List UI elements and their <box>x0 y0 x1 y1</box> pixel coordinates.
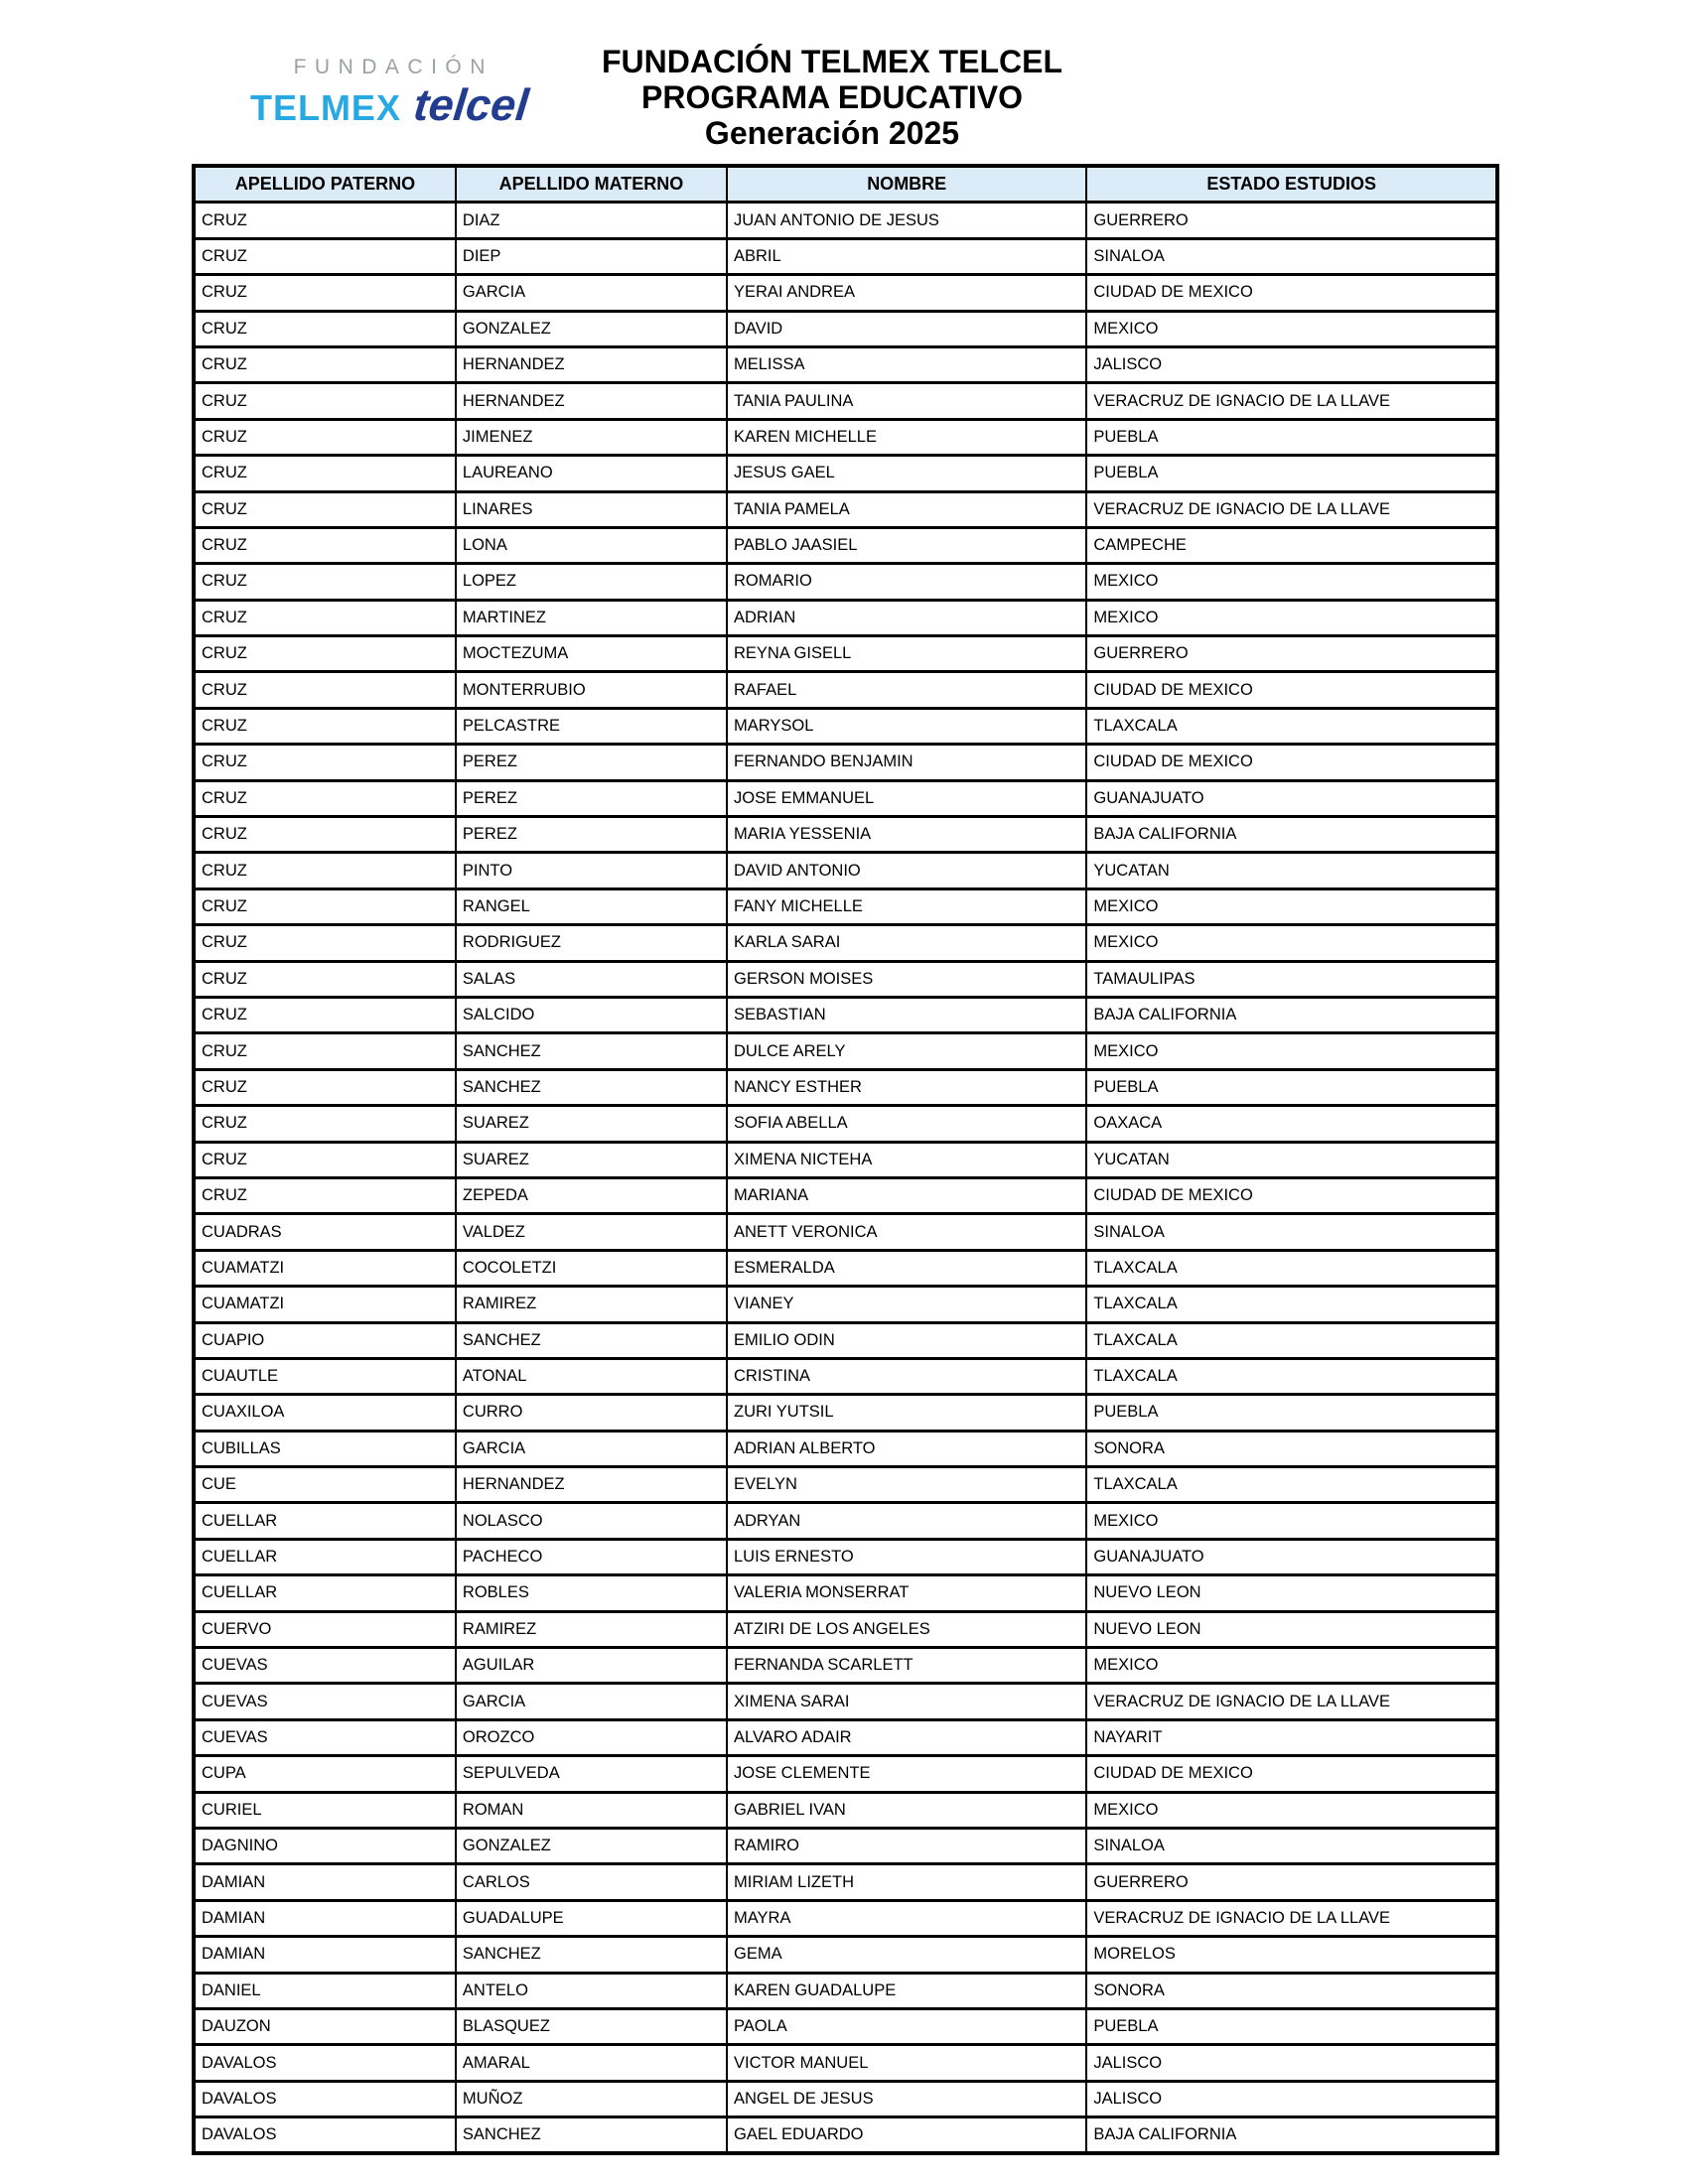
table-cell: VALERIA MONSERRAT <box>727 1575 1086 1611</box>
table-cell: CRUZ <box>194 888 456 924</box>
table-cell: SINALOA <box>1086 238 1497 274</box>
table-row <box>194 745 1497 780</box>
table-cell: CUELLAR <box>194 1503 456 1539</box>
table-cell: MELISSA <box>727 346 1086 382</box>
table-row <box>194 1142 1497 1177</box>
table-cell: MEXICO <box>1086 888 1497 924</box>
logo-telcel-text: telcel <box>411 79 531 130</box>
table-row <box>194 708 1497 744</box>
table-row <box>194 1539 1497 1574</box>
table-row <box>194 925 1497 961</box>
table-row <box>194 1177 1497 1213</box>
table-cell: CUE <box>194 1467 456 1503</box>
table-cell: CARLOS <box>456 1864 727 1900</box>
table-row <box>194 527 1497 563</box>
table-cell: TLAXCALA <box>1086 1322 1497 1358</box>
table-row <box>194 1684 1497 1719</box>
table-cell: CRUZ <box>194 1069 456 1105</box>
table-cell: ANGEL DE JESUS <box>727 2081 1086 2116</box>
table-cell: CRUZ <box>194 997 456 1032</box>
column-header-nombre: NOMBRE <box>727 166 1086 203</box>
table-cell: CUEVAS <box>194 1719 456 1755</box>
table-cell: LINARES <box>456 491 727 527</box>
table-cell: VERACRUZ DE IGNACIO DE LA LLAVE <box>1086 1684 1497 1719</box>
table-cell: MEXICO <box>1086 925 1497 961</box>
table-row <box>194 456 1497 491</box>
table-row <box>194 311 1497 346</box>
table-cell: ALVARO ADAIR <box>727 1719 1086 1755</box>
table-cell: CRUZ <box>194 1177 456 1213</box>
table-row <box>194 1395 1497 1431</box>
table-row <box>194 636 1497 672</box>
table-cell: DAVID ANTONIO <box>727 853 1086 888</box>
table-cell: CUELLAR <box>194 1539 456 1574</box>
table-cell: GEMA <box>727 1937 1086 1973</box>
table-cell: PABLO JAASIEL <box>727 527 1086 563</box>
table-cell: NAYARIT <box>1086 1719 1497 1755</box>
table-cell: PUEBLA <box>1086 1395 1497 1431</box>
table-cell: DAMIAN <box>194 1937 456 1973</box>
table-cell: GERSON MOISES <box>727 961 1086 997</box>
table-cell: CUADRAS <box>194 1214 456 1250</box>
table-cell: NUEVO LEON <box>1086 1575 1497 1611</box>
table-cell: ATONAL <box>456 1358 727 1394</box>
table-cell: ANETT VERONICA <box>727 1214 1086 1250</box>
table-cell: CRUZ <box>194 708 456 744</box>
table-row <box>194 491 1497 527</box>
table-cell: NUEVO LEON <box>1086 1611 1497 1647</box>
table-cell: CRUZ <box>194 527 456 563</box>
table-cell: SINALOA <box>1086 1828 1497 1863</box>
table-cell: PINTO <box>456 853 727 888</box>
table-cell: MUÑOZ <box>456 2081 727 2116</box>
table-cell: ADRIAN ALBERTO <box>727 1431 1086 1466</box>
table-row <box>194 1106 1497 1142</box>
table-cell: GARCIA <box>456 1431 727 1466</box>
table-row <box>194 1648 1497 1684</box>
table-row <box>194 1287 1497 1322</box>
column-header-apellido-paterno: APELLIDO PATERNO <box>194 166 456 203</box>
table-cell: DULCE ARELY <box>727 1033 1086 1069</box>
table-cell: CRUZ <box>194 600 456 635</box>
table-cell: VALDEZ <box>456 1214 727 1250</box>
table-row <box>194 961 1497 997</box>
table-row <box>194 1503 1497 1539</box>
table-cell: DAGNINO <box>194 1828 456 1863</box>
students-table-container <box>192 164 1499 2155</box>
table-cell: JUAN ANTONIO DE JESUS <box>727 203 1086 238</box>
table-cell: DIAZ <box>456 203 727 238</box>
table-cell: HERNANDEZ <box>456 383 727 419</box>
table-cell: CRUZ <box>194 419 456 455</box>
table-row <box>194 1250 1497 1286</box>
table-cell: ROMAN <box>456 1792 727 1828</box>
table-cell: MEXICO <box>1086 1792 1497 1828</box>
table-cell: LUIS ERNESTO <box>727 1539 1086 1574</box>
document-title <box>0 44 1664 151</box>
table-cell: XIMENA SARAI <box>727 1684 1086 1719</box>
table-row <box>194 1900 1497 1936</box>
table-cell: CUERVO <box>194 1611 456 1647</box>
table-cell: CURIEL <box>194 1792 456 1828</box>
table-cell: TANIA PAULINA <box>727 383 1086 419</box>
table-cell: CRUZ <box>194 456 456 491</box>
table-row <box>194 1358 1497 1394</box>
table-row <box>194 1719 1497 1755</box>
logo-fundacion-text: FUNDACIÓN <box>293 56 493 78</box>
table-cell: CUAMATZI <box>194 1250 456 1286</box>
table-cell: SALCIDO <box>456 997 727 1032</box>
table-cell: REYNA GISELL <box>727 636 1086 672</box>
table-cell: MEXICO <box>1086 1033 1497 1069</box>
table-cell: TANIA PAMELA <box>727 491 1086 527</box>
table-body <box>194 203 1497 2154</box>
table-cell: PELCASTRE <box>456 708 727 744</box>
table-row <box>194 238 1497 274</box>
table-cell: VIANEY <box>727 1287 1086 1322</box>
table-row <box>194 1431 1497 1466</box>
table-cell: CRUZ <box>194 780 456 816</box>
table-cell: CIUDAD DE MEXICO <box>1086 275 1497 311</box>
table-row <box>194 203 1497 238</box>
table-cell: JALISCO <box>1086 2081 1497 2116</box>
table-cell: SEPULVEDA <box>456 1756 727 1792</box>
table-cell: DAVALOS <box>194 2117 456 2154</box>
table-cell: CUPA <box>194 1756 456 1792</box>
table-cell: DAUZON <box>194 2008 456 2044</box>
table-cell: ABRIL <box>727 238 1086 274</box>
table-cell: CRISTINA <box>727 1358 1086 1394</box>
table-cell: CRUZ <box>194 383 456 419</box>
table-cell: MEXICO <box>1086 564 1497 600</box>
table-row <box>194 1033 1497 1069</box>
table-row <box>194 672 1497 708</box>
table-cell: ROBLES <box>456 1575 727 1611</box>
table-cell: PAOLA <box>727 2008 1086 2044</box>
table-cell: TLAXCALA <box>1086 708 1497 744</box>
table-cell: MARYSOL <box>727 708 1086 744</box>
table-cell: HERNANDEZ <box>456 1467 727 1503</box>
table-cell: MEXICO <box>1086 1648 1497 1684</box>
table-header <box>194 166 1497 203</box>
table-cell: CUAXILOA <box>194 1395 456 1431</box>
table-row <box>194 1864 1497 1900</box>
table-cell: RAMIREZ <box>456 1287 727 1322</box>
table-cell: LOPEZ <box>456 564 727 600</box>
table-cell: GUANAJUATO <box>1086 1539 1497 1574</box>
table-row <box>194 419 1497 455</box>
column-header-estado-estudios: ESTADO ESTUDIOS <box>1086 166 1497 203</box>
table-cell: ATZIRI DE LOS ANGELES <box>727 1611 1086 1647</box>
table-cell: YUCATAN <box>1086 853 1497 888</box>
table-row <box>194 1467 1497 1503</box>
table-cell: COCOLETZI <box>456 1250 727 1286</box>
table-cell: JIMENEZ <box>456 419 727 455</box>
table-header-row <box>194 166 1497 203</box>
table-row <box>194 1611 1497 1647</box>
table-cell: CRUZ <box>194 636 456 672</box>
table-cell: CIUDAD DE MEXICO <box>1086 672 1497 708</box>
title-line-3: Generación 2025 <box>704 115 960 151</box>
table-row <box>194 2008 1497 2044</box>
table-row <box>194 275 1497 311</box>
table-cell: TLAXCALA <box>1086 1250 1497 1286</box>
table-cell: CRUZ <box>194 961 456 997</box>
table-cell: VERACRUZ DE IGNACIO DE LA LLAVE <box>1086 1900 1497 1936</box>
table-cell: BLASQUEZ <box>456 2008 727 2044</box>
table-cell: JOSE CLEMENTE <box>727 1756 1086 1792</box>
table-cell: GONZALEZ <box>456 311 727 346</box>
table-cell: MEXICO <box>1086 311 1497 346</box>
table-cell: JOSE EMMANUEL <box>727 780 1086 816</box>
table-cell: FANY MICHELLE <box>727 888 1086 924</box>
table-cell: MORELOS <box>1086 1937 1497 1973</box>
table-cell: CRUZ <box>194 203 456 238</box>
table-cell: CUEVAS <box>194 1684 456 1719</box>
table-cell: CUELLAR <box>194 1575 456 1611</box>
table-row <box>194 2117 1497 2154</box>
table-cell: TAMAULIPAS <box>1086 961 1497 997</box>
table-cell: CUAPIO <box>194 1322 456 1358</box>
table-cell: JALISCO <box>1086 2045 1497 2081</box>
table-cell: RAFAEL <box>727 672 1086 708</box>
table-cell: SUAREZ <box>456 1142 727 1177</box>
table-cell: TLAXCALA <box>1086 1358 1497 1394</box>
table-cell: DAVID <box>727 311 1086 346</box>
logo-telmex-text: TELMEX <box>249 87 401 128</box>
table-cell: AMARAL <box>456 2045 727 2081</box>
table-cell: PEREZ <box>456 817 727 853</box>
table-cell: VERACRUZ DE IGNACIO DE LA LLAVE <box>1086 491 1497 527</box>
table-row <box>194 346 1497 382</box>
table-cell: PUEBLA <box>1086 2008 1497 2044</box>
table-cell: GARCIA <box>456 275 727 311</box>
table-row <box>194 1973 1497 2008</box>
table-cell: FERNANDA SCARLETT <box>727 1648 1086 1684</box>
table-cell: AGUILAR <box>456 1648 727 1684</box>
table-cell: ADRIAN <box>727 600 1086 635</box>
table-cell: DAVALOS <box>194 2045 456 2081</box>
table-cell: CRUZ <box>194 1142 456 1177</box>
table-row <box>194 1069 1497 1105</box>
table-cell: MONTERRUBIO <box>456 672 727 708</box>
table-cell: OAXACA <box>1086 1106 1497 1142</box>
table-cell: MARIANA <box>727 1177 1086 1213</box>
table-cell: BAJA CALIFORNIA <box>1086 817 1497 853</box>
table-cell: KARLA SARAI <box>727 925 1086 961</box>
table-cell: CRUZ <box>194 817 456 853</box>
table-cell: GONZALEZ <box>456 1828 727 1863</box>
table-cell: BAJA CALIFORNIA <box>1086 997 1497 1032</box>
table-cell: LONA <box>456 527 727 563</box>
table-cell: TLAXCALA <box>1086 1467 1497 1503</box>
table-row <box>194 2045 1497 2081</box>
table-row <box>194 2081 1497 2116</box>
table-cell: ZEPEDA <box>456 1177 727 1213</box>
table-cell: CRUZ <box>194 275 456 311</box>
table-cell: NOLASCO <box>456 1503 727 1539</box>
table-cell: ROMARIO <box>727 564 1086 600</box>
table-cell: EMILIO ODIN <box>727 1322 1086 1358</box>
table-cell: CURRO <box>456 1395 727 1431</box>
table-cell: DAMIAN <box>194 1864 456 1900</box>
table-cell: CRUZ <box>194 1033 456 1069</box>
table-cell: CRUZ <box>194 925 456 961</box>
table-cell: YUCATAN <box>1086 1142 1497 1177</box>
table-cell: GABRIEL IVAN <box>727 1792 1086 1828</box>
table-cell: CIUDAD DE MEXICO <box>1086 1756 1497 1792</box>
table-cell: SONORA <box>1086 1973 1497 2008</box>
table-row <box>194 997 1497 1032</box>
table-cell: CRUZ <box>194 564 456 600</box>
table-cell: GUADALUPE <box>456 1900 727 1936</box>
table-cell: CAMPECHE <box>1086 527 1497 563</box>
table-cell: CRUZ <box>194 1106 456 1142</box>
table-cell: DAVALOS <box>194 2081 456 2116</box>
table-cell: TLAXCALA <box>1086 1287 1497 1322</box>
table-cell: OROZCO <box>456 1719 727 1755</box>
table-row <box>194 888 1497 924</box>
table-cell: MARIA YESSENIA <box>727 817 1086 853</box>
table-row <box>194 1792 1497 1828</box>
table-cell: ANTELO <box>456 1973 727 2008</box>
table-cell: JALISCO <box>1086 346 1497 382</box>
students-table <box>192 164 1499 2155</box>
table-cell: CUEVAS <box>194 1648 456 1684</box>
table-row <box>194 1575 1497 1611</box>
table-cell: FERNANDO BENJAMIN <box>727 745 1086 780</box>
table-row <box>194 780 1497 816</box>
table-row <box>194 853 1497 888</box>
table-cell: GARCIA <box>456 1684 727 1719</box>
table-cell: PUEBLA <box>1086 1069 1497 1105</box>
table-cell: KAREN MICHELLE <box>727 419 1086 455</box>
table-cell: SINALOA <box>1086 1214 1497 1250</box>
table-cell: SANCHEZ <box>456 1937 727 1973</box>
table-cell: CRUZ <box>194 346 456 382</box>
table-row <box>194 383 1497 419</box>
table-cell: MEXICO <box>1086 600 1497 635</box>
column-header-apellido-materno: APELLIDO MATERNO <box>456 166 727 203</box>
table-cell: PEREZ <box>456 745 727 780</box>
table-cell: CUAUTLE <box>194 1358 456 1394</box>
table-cell: RANGEL <box>456 888 727 924</box>
table-cell: XIMENA NICTEHA <box>727 1142 1086 1177</box>
table-cell: CIUDAD DE MEXICO <box>1086 745 1497 780</box>
table-cell: SANCHEZ <box>456 1033 727 1069</box>
table-cell: GUERRERO <box>1086 636 1497 672</box>
table-cell: LAUREANO <box>456 456 727 491</box>
table-cell: MOCTEZUMA <box>456 636 727 672</box>
table-cell: VICTOR MANUEL <box>727 2045 1086 2081</box>
table-cell: PUEBLA <box>1086 456 1497 491</box>
table-cell: RAMIRO <box>727 1828 1086 1863</box>
table-cell: GUERRERO <box>1086 203 1497 238</box>
table-cell: KAREN GUADALUPE <box>727 1973 1086 2008</box>
table-cell: DAMIAN <box>194 1900 456 1936</box>
table-cell: RODRIGUEZ <box>456 925 727 961</box>
table-cell: SEBASTIAN <box>727 997 1086 1032</box>
table-cell: DANIEL <box>194 1973 456 2008</box>
table-cell: CUBILLAS <box>194 1431 456 1466</box>
table-cell: CIUDAD DE MEXICO <box>1086 1177 1497 1213</box>
table-cell: MIRIAM LIZETH <box>727 1864 1086 1900</box>
title-line-2: PROGRAMA EDUCATIVO <box>641 79 1023 115</box>
table-cell: CRUZ <box>194 238 456 274</box>
table-cell: PACHECO <box>456 1539 727 1574</box>
table-cell: ZURI YUTSIL <box>727 1395 1086 1431</box>
table-cell: SANCHEZ <box>456 1322 727 1358</box>
table-cell: RAMIREZ <box>456 1611 727 1647</box>
table-cell: GUANAJUATO <box>1086 780 1497 816</box>
table-cell: YERAI ANDREA <box>727 275 1086 311</box>
table-cell: CRUZ <box>194 311 456 346</box>
table-row <box>194 1937 1497 1973</box>
table-cell: NANCY ESTHER <box>727 1069 1086 1105</box>
table-cell: GUERRERO <box>1086 1864 1497 1900</box>
title-line-1: FUNDACIÓN TELMEX TELCEL <box>602 44 1062 79</box>
table-cell: CRUZ <box>194 745 456 780</box>
table-cell: SOFIA ABELLA <box>727 1106 1086 1142</box>
table-cell: GAEL EDUARDO <box>727 2117 1086 2154</box>
table-cell: MARTINEZ <box>456 600 727 635</box>
table-cell: SANCHEZ <box>456 2117 727 2154</box>
table-cell: VERACRUZ DE IGNACIO DE LA LLAVE <box>1086 383 1497 419</box>
table-cell: CRUZ <box>194 491 456 527</box>
table-cell: PEREZ <box>456 780 727 816</box>
table-cell: EVELYN <box>727 1467 1086 1503</box>
table-cell: JESUS GAEL <box>727 456 1086 491</box>
table-row <box>194 1322 1497 1358</box>
table-cell: HERNANDEZ <box>456 346 727 382</box>
table-cell: ESMERALDA <box>727 1250 1086 1286</box>
table-cell: PUEBLA <box>1086 419 1497 455</box>
table-cell: CRUZ <box>194 853 456 888</box>
table-row <box>194 1756 1497 1792</box>
table-cell: MAYRA <box>727 1900 1086 1936</box>
table-cell: SUAREZ <box>456 1106 727 1142</box>
table-cell: DIEP <box>456 238 727 274</box>
table-cell: MEXICO <box>1086 1503 1497 1539</box>
table-cell: CUAMATZI <box>194 1287 456 1322</box>
table-row <box>194 600 1497 635</box>
table-cell: SONORA <box>1086 1431 1497 1466</box>
table-row <box>194 1214 1497 1250</box>
table-row <box>194 817 1497 853</box>
table-cell: BAJA CALIFORNIA <box>1086 2117 1497 2154</box>
table-cell: SALAS <box>456 961 727 997</box>
table-row <box>194 564 1497 600</box>
table-cell: CRUZ <box>194 672 456 708</box>
table-cell: SANCHEZ <box>456 1069 727 1105</box>
table-cell: ADRYAN <box>727 1503 1086 1539</box>
table-row <box>194 1828 1497 1863</box>
